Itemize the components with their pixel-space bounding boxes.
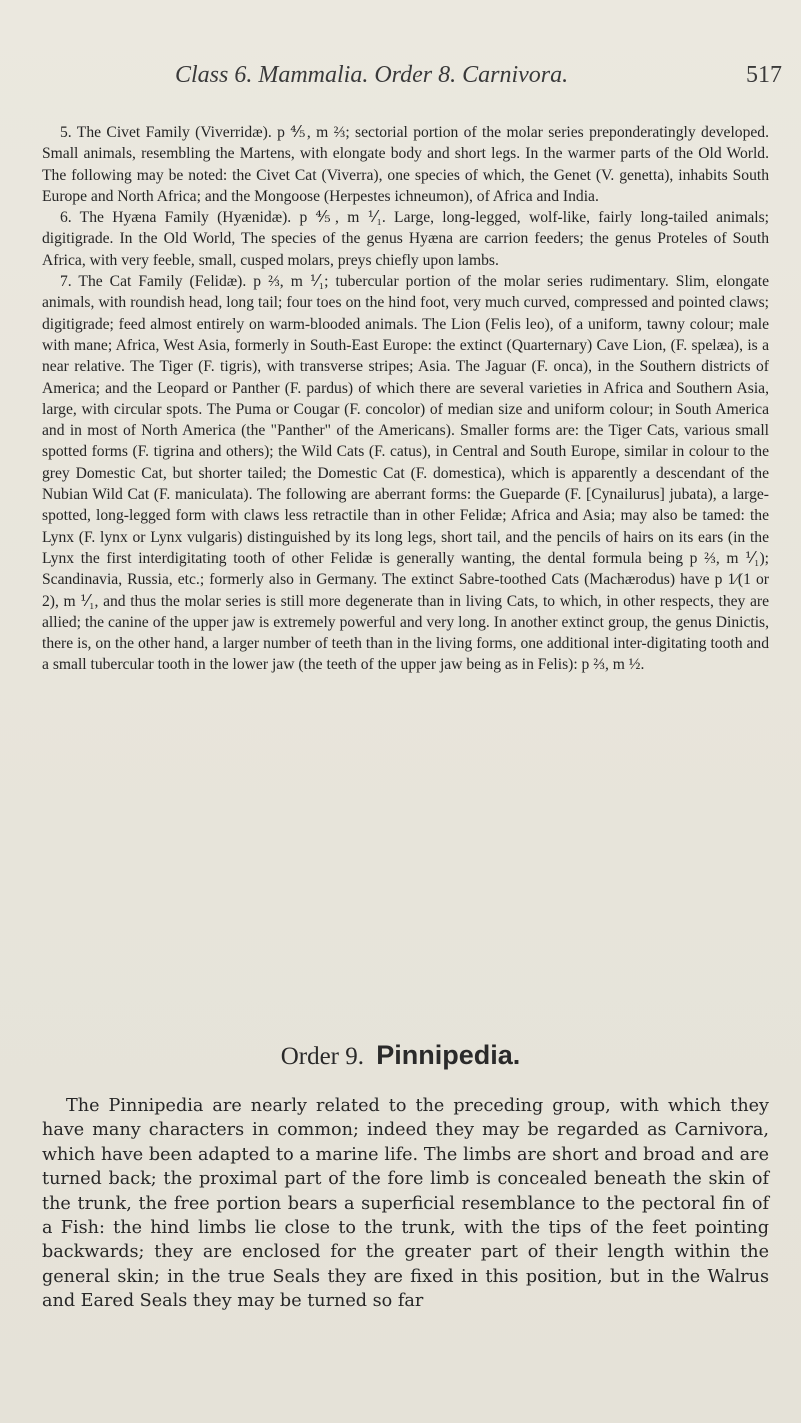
paragraph-civet-family: 5. The Civet Family (Viverridæ). p ⅘, m ⅔; sectorial portion of the molar series preponderatingly developed. Small animals, resembling the Martens, with elongate body and short legs. In the warmer parts of the Old World. The following may be noted: the Civet Cat (Viverra), one species of which, the Genet (V. genetta), inhabits South Europe and North Africa; and the Mongoose (Herpestes ichneumon), of Africa and India.	[42, 124, 769, 205]
paragraph-hyaena-family: 6. The Hyæna Family (Hyænidæ). p ⅘, m ⅟₁. Large, long-legged, wolf-like, fairly long-tailed animals; digitigrade. In the Old World, The species of the genus Hyæna are carrion feeders; the genus Proteles of South Africa, with very feeble, small, cusped molars, preys chiefly upon lambs.	[42, 209, 769, 269]
paragraph-cat-family: 7. The Cat Family (Felidæ). p ⅔, m ⅟₁; tubercular portion of the molar series rudimentary. Slim, elongate animals, with roundish head, long tail; four toes on the hind foot, very much curved, compressed and pointed claws; digitigrade; feed almost entirely on warm-blooded animals. The Lion (Felis leo), of a uniform, tawny colour; male with mane; Africa, West Asia, formerly in South-East Europe: the extinct (Quarternary) Cave Lion, (F. spelæa), is a near relative. The Tiger (F. tigris), with transverse stripes; Asia. The Jaguar (F. onca), in the Southern districts of America; and the Leopard or Panther (F. pardus) of which there are several varieties in Africa and Southern Asia, large, with circular spots. The Puma or Cougar (F. concolor) of median size and uniform colour; in South America and in most of North America (the "Panther" of the Americans). Smaller forms are: the Tiger Cats, various small spotted forms (F. tigrina and others); the Wild Cats (F. catus), in Central and South Europe, similar in colour to the grey Domestic Cat, but shorter tailed; the Domestic Cat (F. domestica), which is apparently a descendant of the Nubian Wild Cat (F. maniculata). The following are aberrant forms: the Gueparde (F. [Cynailurus] jubata), a large-spotted, long-legged form with claws less retractile than in other Felidæ; Africa and Asia; may also be tamed: the Lynx (F. lynx or Lynx vulgaris) distinguished by its long legs, short tail, and the pencils of hairs on its ears (in the Lynx the first interdigitating tooth of other Felidæ is generally wanting, the dental formula being p ⅔, m ⅟₁); Scandinavia, Russia, etc.; formerly also in Germany. The extinct Sabre-toothed Cats (Machærodus) have p 1⁄(1 or 2), m ⅟₁, and thus the molar series is still more degenerate than in living Cats, to which, in other respects, they are allied; the canine of the upper jaw is extremely powerful and very long. In another extinct group, the genus Dinictis, there is, on the other hand, a larger number of teeth than in the living forms, one additional inter-digitating tooth and a small tubercular tooth in the lower jaw (the teeth of the upper jaw being as in Felis): p ⅔, m ½.	[42, 273, 769, 674]
order-heading	[0, 1040, 801, 1071]
paragraph-pinnipedia: The Pinnipedia are nearly related to the preceding group, with which they have many characters in common; indeed they may be regarded as Carnivora, which have been adapted to a marine life. The limbs are short and broad and are turned back; the proximal part of the fore limb is concealed beneath the skin of the trunk, the free portion bears a superficial resemblance to the pectoral fin of a Fish: the hind limbs lie close to the trunk, with the tips of the feet pointing backwards; they are enclosed for the greater part of their length within the general skin; in the true Seals they are fixed in this position, but in the Walrus and Eared Seals they may be turned so far	[42, 1096, 769, 1312]
running-title: Class 6. Mammalia. Order 8. Carnivora.	[175, 62, 569, 88]
order-title: Pinnipedia.	[376, 1040, 521, 1070]
order-number: Order 9.	[280, 1043, 365, 1070]
carnivora-families-section	[42, 122, 769, 676]
page-number: 517	[746, 62, 782, 88]
